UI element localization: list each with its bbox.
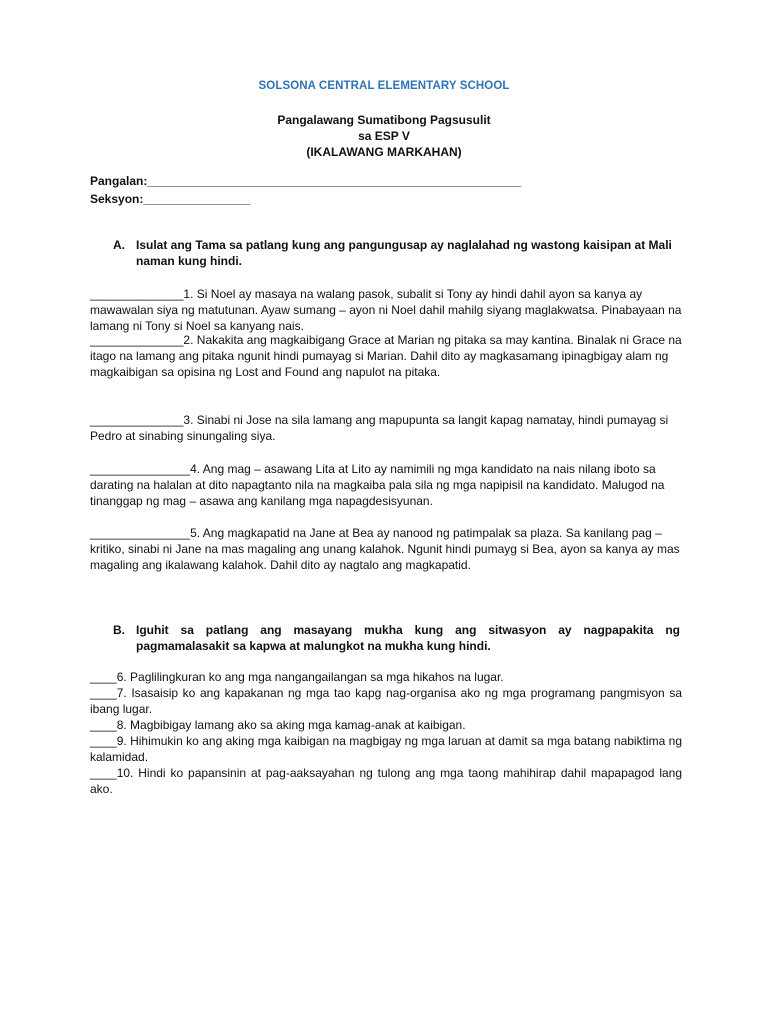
item-2: ______________2. Nakakita ang magkaibigang Grace at Marian ng pitaka sa may kantina. Binalak ni Grace na itago na lamang ang pitaka ngunit hindi pumayag si Marian. Dahil dito ay magkasamang ipinagbigay alam ng magkaibigan sa opisina ng Lost and Found ang napulot na pitaka.	[90, 333, 682, 379]
item-8: ____8. Magbibigay lamang ako sa aking mga kamag-anak at kaibigan.	[90, 718, 466, 732]
section-a-instruction: Isulat ang Tama sa patlang kung ang pangungusap ay naglalahad ng wastong kaisipan at Mali naman kung hindi.	[136, 238, 672, 268]
item-7: ____7. Isasaisip ko ang kapakanan ng mga tao kapg nag-organisa ako ng mga programang pangmisyon sa ibang lugar.	[90, 686, 682, 716]
section-b-instruction: Iguhit sa patlang ang masayang mukha kung ang sitwasyon ay nagpapakita ng pagmamalasakit sa kapwa at malungkot na mukha kung hindi.	[136, 623, 680, 653]
exam-title-block	[0, 112, 768, 160]
item-4: _______________4. Ang mag – asawang Lita at Lito ay namimili ng mga kandidato na nais nilang iboto sa darating na halalan at dito napagtanto nila na magkaiba pala sila ng mga napipisil na kandidato. Malugod na tinanggap ng mag – asawa ang kanilang mga napagdesisyunan.	[90, 462, 665, 508]
item-6: ____6. Paglilingkuran ko ang mga nangangailangan sa mga hikahos na lugar.	[90, 670, 504, 684]
item-5: _______________5. Ang magkapatid na Jane at Bea ay nanood ng patimpalak sa plaza. Sa kanilang pag – kritiko, sinabi ni Jane na mas magaling ang unang kalahok. Ngunit hindi pumayg si Bea, ayon sa kanya ay mas magaling ang ikalawang kalahok. Dahil dito ay nagtalo ang magkapatid.	[90, 526, 680, 572]
item-1: ______________1. Si Noel ay masaya na walang pasok, subalit si Tony ay hindi dahil ayon sa kanya ay mawawalan siya ng matutunan. Ayaw sumang – ayon ni Noel dahil mahilg siyang maglakwatsa. Pinabayaan na lamang ni Tony si Noel sa kanyang nais.	[90, 287, 682, 333]
section-field[interactable]: Seksyon:________________	[90, 192, 251, 206]
section-a-letter: A.	[113, 238, 125, 252]
exam-subject: sa ESP V	[358, 129, 410, 143]
item-9: ____9. Hihimukin ko ang aking mga kaibigan na magbigay ng mga laruan at damit sa mga batang nabiktima ng kalamidad.	[90, 734, 682, 764]
item-10: ____10. Hindi ko papansinin at pag-aaksayahan ng tulong ang mga taong mahihirap dahil mapapagod lang ako.	[90, 766, 682, 796]
item-3: ______________3. Sinabi ni Jose na sila lamang ang mapupunta sa langit kapag namatay, hindi pumayag si Pedro at sinabing sinungaling siya.	[90, 413, 669, 443]
section-b-letter: B.	[113, 623, 125, 637]
name-field[interactable]: Pangalan:________________________________________________________	[90, 174, 522, 188]
exam-title: Pangalawang Sumatibong Pagsusulit	[277, 113, 491, 127]
exam-quarter: (IKALAWANG MARKAHAN)	[306, 145, 462, 159]
school-name: SOLSONA CENTRAL ELEMENTARY SCHOOL	[258, 80, 510, 92]
